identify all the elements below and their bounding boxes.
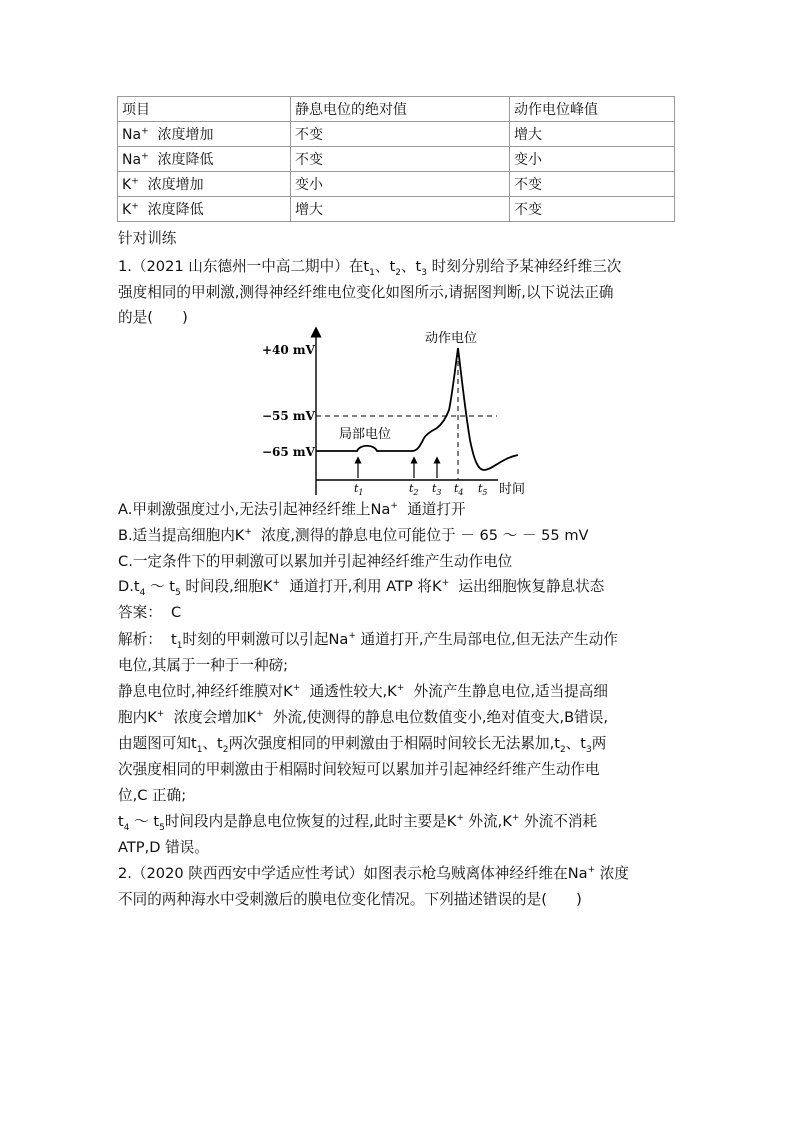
table-cell: 增大	[291, 197, 510, 222]
question-1-line: 1.（2021 山东德州一中高二期中）在$t_1$、$t_2$、$t_3$ 时刻分别给予某神经纤维三次	[118, 258, 622, 278]
table-cell: 不变	[291, 147, 510, 172]
option-c: C.一定条件下的甲刺激可以累加并引起神经纤维产生动作电位	[118, 553, 513, 570]
x-tick-t1: $t_1$	[354, 482, 364, 497]
analysis-line: ATP,D 错误。	[118, 839, 209, 856]
table-row	[118, 172, 675, 197]
table-cell: K+ 浓度增加	[118, 172, 291, 197]
option-d: $D.t_4$ ～ $t_5$ 时间段,细胞K+ 通道打开,利用 ATP 将K+ 运出细胞恢复静息状态	[118, 578, 605, 598]
y-label-plus40: +40 mV	[262, 343, 315, 357]
analysis-line: 次强度相同的甲刺激由于相隔时间较短可以累加并引起神经纤维产生动作电	[118, 761, 600, 778]
local-potential-label: 局部电位	[339, 427, 392, 442]
table-header-row	[118, 97, 675, 122]
table-cell: 变小	[510, 147, 675, 172]
x-tick-t5: $t_5$	[478, 482, 488, 497]
table-header-cell: 动作电位峰值	[510, 97, 675, 122]
section-title: 针对训练	[118, 230, 177, 247]
question-1-line: 的是( )	[118, 309, 188, 326]
table-row	[118, 122, 675, 147]
table-header-cell: 静息电位的绝对值	[291, 97, 510, 122]
analysis-line: 由题图可知$t_1$、$t_2$两次强度相同的甲刺激由于相隔时间较长无法累加$,t_2$、$t_3$两	[118, 735, 607, 755]
y-label-minus55: −55 mV	[262, 409, 315, 423]
analysis-line: 胞内K+ 浓度会增加K+ 外流,使测得的静息电位数值变小,绝对值变大,B错误,	[118, 709, 609, 726]
answer-line: 答案： C	[118, 604, 182, 621]
membrane-potential-figure	[256, 325, 546, 500]
x-axis-label: 时间	[499, 482, 526, 497]
analysis-line: 位,C 正确;	[118, 787, 187, 804]
action-potential-label: 动作电位	[425, 331, 478, 346]
question-2-line: 不同的两种海水中受刺激后的膜电位变化情况。下列描述错误的是( )	[118, 891, 582, 908]
analysis-line: $t_4$ ～ $t_5$时间段内是静息电位恢复的过程,此时主要是K+ 外流,K+ 外流不消耗	[118, 813, 598, 833]
x-tick-t2: $t_2$	[409, 482, 419, 497]
table-cell: 增大	[510, 122, 675, 147]
potential-curve	[316, 348, 518, 470]
table-cell: Na+ 浓度增加	[118, 122, 291, 147]
table-cell: 不变	[510, 172, 675, 197]
table-row	[118, 197, 675, 222]
option-b: B.适当提高细胞内K+ 浓度,测得的静息电位可能位于 － 65 ～ － 55 mV	[118, 527, 589, 544]
analysis-line: 电位,其属于一种于一种磅;	[118, 657, 289, 674]
table-cell: 不变	[291, 122, 510, 147]
question-2-line: 2.（2020 陕西西安中学适应性考试）如图表示枪乌贼离体神经纤维在Na+ 浓度	[118, 865, 629, 882]
table-cell: K+ 浓度降低	[118, 197, 291, 222]
table-cell: 不变	[510, 197, 675, 222]
y-label-minus65: −65 mV	[262, 445, 315, 459]
analysis-line: 解析： $t_1$时刻的甲刺激可以引起Na+ 通道打开,产生局部电位,但无法产生动作	[118, 631, 618, 651]
x-tick-t4: $t_4$	[454, 482, 464, 497]
ion-effect-table	[117, 96, 675, 222]
analysis-line: 静息电位时,神经纤维膜对K+ 通透性较大,K+ 外流产生静息电位,适当提高细	[118, 683, 608, 700]
table-header-cell: 项目	[118, 97, 291, 122]
table-row	[118, 147, 675, 172]
table-cell: Na+ 浓度降低	[118, 147, 291, 172]
option-a: A.甲刺激强度过小,无法引起神经纤维上Na+ 通道打开	[118, 501, 466, 518]
x-tick-t3: $t_3$	[432, 482, 442, 497]
question-1-line: 强度相同的甲刺激,测得神经纤维电位变化如图所示,请据图判断,以下说法正确	[118, 284, 614, 301]
table-cell: 变小	[291, 172, 510, 197]
